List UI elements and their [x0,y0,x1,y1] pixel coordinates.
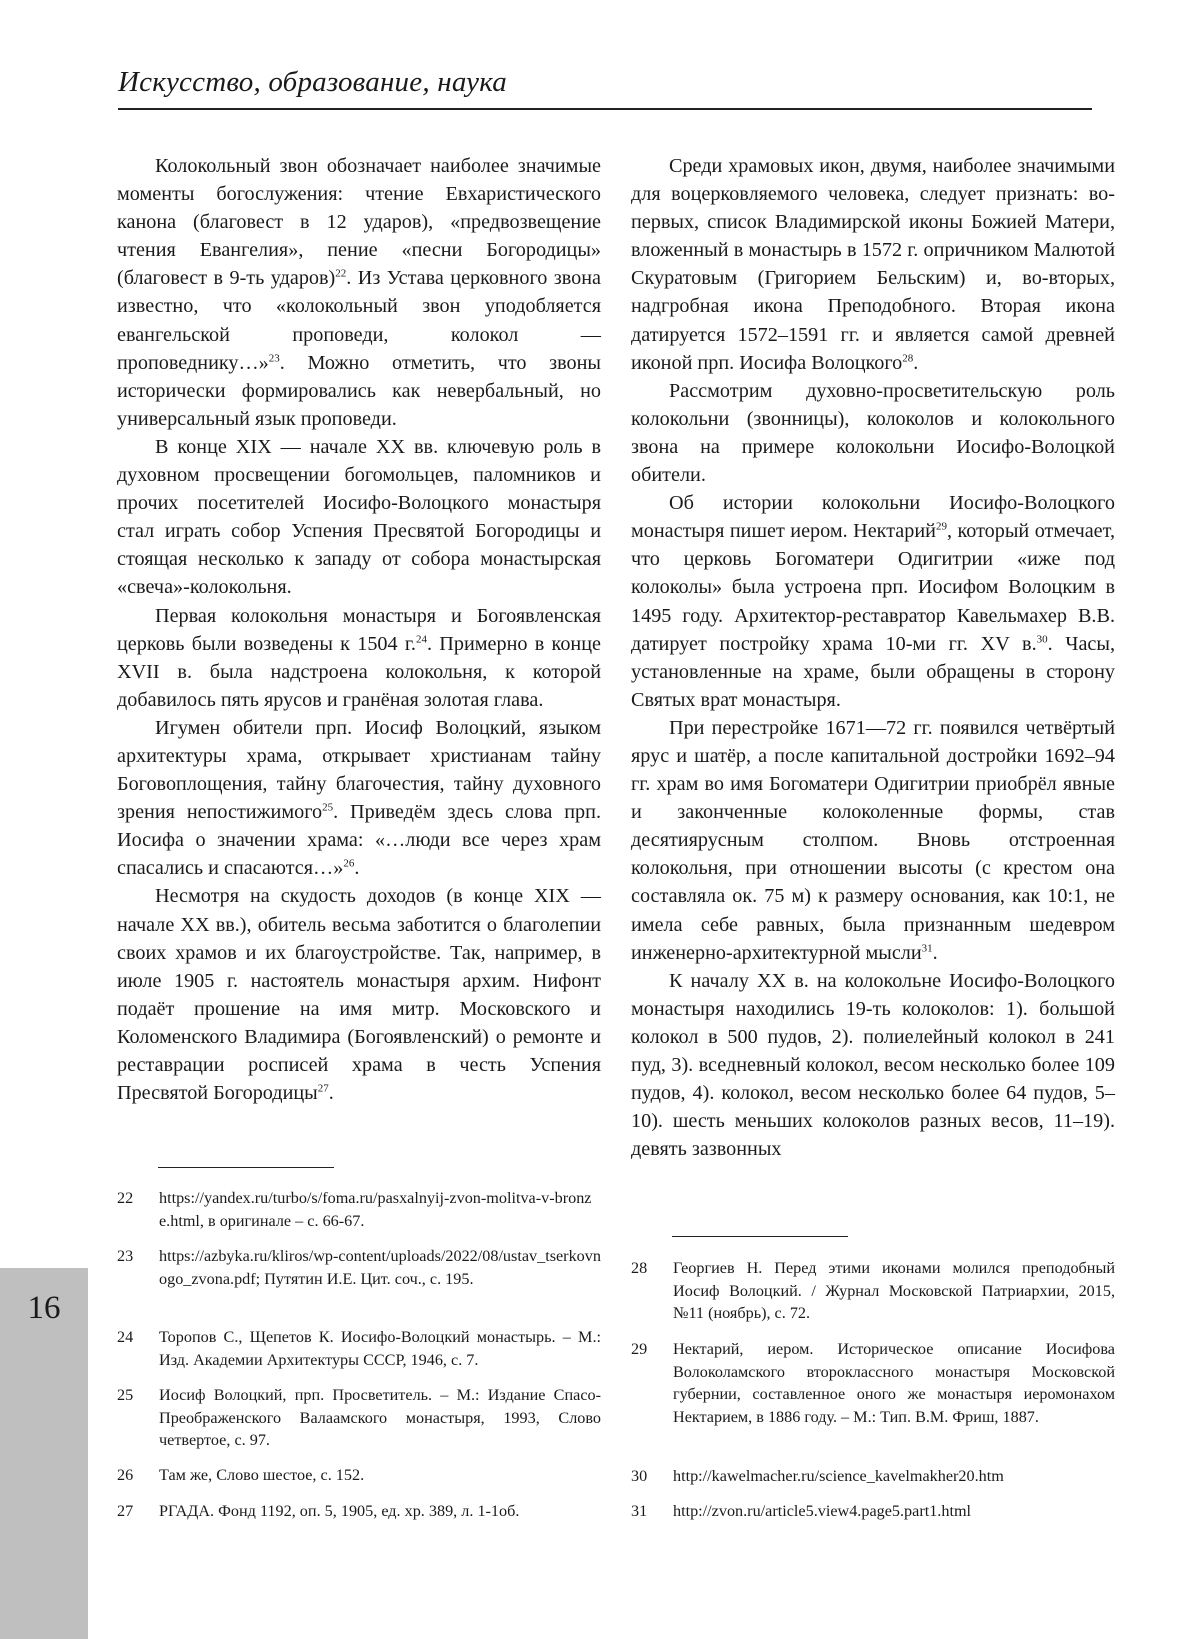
footnote-ref[interactable]: 22 [335,267,347,280]
right-column [631,152,1115,1163]
footnote-text: РГАДА. Фонд 1192, оп. 5, 1905, ед. хр. 389, л. 1-1об. [159,1502,520,1520]
footnote-link[interactable]: http://zvon.ru/article5.view4.page5.part1.html [673,1502,972,1520]
footnote-text: https://azbyka.ru/kliros/wp-content/uploads/2022/08/ustav_tserkovnogo_zvona.pdf; Путятин И.Е. Цит. соч., с. 195. [159,1247,601,1288]
footnote-separator [158,1167,334,1168]
paragraph: Среди храмовых икон, двумя, наиболее значимыми для воцерковляемого человека, следует признать: во-первых, список Владимирской иконы Божией Матери, вложенный в монастырь в 1572 г. опричником Малютой Скуратовым (Григорием Бельским) и, во-вторых, надгробная икона Преподобного. Вторая икона датируется 1572–1591 гг. и является самой древней иконой прп. Иосифа Волоцкого$^{28}$. [631,155,1115,374]
footnote-ref[interactable]: 29 [935,520,947,533]
paragraph: В конце XIX — начале XX вв. ключевую роль в духовном просвещении богомольцев, паломников и прочих посетителей Иосифо-Волоцкого монастыря стал играть собор Успения Пресвятой Богородицы и стоящая несколько к западу от собора монастырская «свеча»-колокольня. [117,435,601,599]
page-number: 16 [27,1290,61,1326]
footnote-link[interactable]: http://kawelmacher.ru/science_kavelmakher20.htm [673,1467,1004,1485]
footnote-text: Нектарий, иером. Историческое описание Иосифова Волоколамского второклассного монастыря Московской губернии, составленное оного же монастыря иеромонахом Нектарием, в 1886 году. – М.: Тип. В.М. Фриш, 1887. [673,1340,1115,1426]
footnote-number: 26 [117,1466,134,1484]
footnote-number: 28 [631,1259,648,1277]
paragraph: Рассмотрим духовно-просветительскую роль колокольни (звонницы), колоколов и колокольного звона на примере колокольни Иосифо-Волоцкой обители. [631,379,1115,487]
footnote-number: 25 [117,1386,134,1404]
footnote-ref[interactable]: 27 [317,1082,329,1095]
footnote-number: 29 [631,1340,648,1358]
footnote-text: https://yandex.ru/turbo/s/foma.ru/pasxalnyij-zvon-molitva-v-bronze.html, в оригинале – с. 66-67. [159,1189,592,1230]
footnote-number[interactable]: 30 [631,1467,648,1485]
footnote-text: Иосиф Волоцкий, прп. Просветитель. – М.: Издание Спасо-Преображенского Валаамского монастыря, 1993, Слово четвертое, с. 97. [159,1386,601,1449]
paragraph: Об истории колокольни Иосифо-Волоцкого монастыря пишет иером. Нектарий$^{29}$, который отмечает, что церковь Богоматери Одигитрии «иже под колоколы» была устроена прп. Иосифом Волоцким в 1495 году. Архитектор-реставратор Кавельмахер В.В. датирует постройку храма 10-ми гг. XV в.$^{30}$. Часы, установленные на храме, были обращены в сторону Святых врат монастыря. [631,492,1115,711]
paragraph: Колокольный звон обозначает наиболее значимые моменты богослужения: чтение Евхаристического канона (благовест в 12 ударов), «предвозвещение чтения Евангелия», пение «песни Богородицы» (благовест в 9-ть ударов)$^{22}$. Из Устава церковного звона известно, что «колокольный звон уподобляется евангельской проповеди, колокол — проповеднику…»$^{23}$. Можно отметить, что звоны исторически формировались как невербальный, но универсальный язык проповеди. [117,155,601,430]
footnote-text: Торопов С., Щепетов К. Иосифо-Волоцкий монастырь. – М.: Изд. Академии Архитектуры СССР, 1946, с. 7. [159,1328,601,1369]
paragraph: Несмотря на скудость доходов (в конце XIX — начале XX вв.), обитель весьма заботится о благолепии своих храмов и их благоустройстве. Так, например, в июле 1905 г. настоятель монастыря архим. Нифонт подаёт прошение на имя митр. Московского и Коломенского Владимира (Богоявленский) о ремонте и реставрации росписей храма в честь Успения Пресвятой Богородицы$^{27}$. [117,885,601,1105]
paragraph: Игумен обители прп. Иосиф Волоцкий, языком архитектуры храма, открывает христианам тайну Боговоплощения, тайну благочестия, тайну духовного зрения непостижимого$^{25}$. Приведём здесь слова прп. Иосифа о значении храма: «…люди все через храм спасались и спасаются…»$^{26}$. [117,716,601,880]
footnote-ref[interactable]: 31 [921,941,933,954]
paragraph: При перестройке 1671—72 гг. появился четвёртый ярус и шатёр, а после капитальной достройки 1692–94 гг. храм во имя Богоматери Одигитрии приобрёл явные и законченные колоколенные формы, став десятиярусным столпом. Вновь отстроенная колокольня, при отношении высоты (с крестом она составляла ок. 75 м) к размеру основания, как 10:1, не имела себе равных, была признанным шедевром инженерно-архитектурной мысли$^{31}$. [631,716,1115,964]
footnote-number: 22 [117,1189,134,1207]
running-header: Искусство, образование, наука [118,66,507,98]
footnote-ref[interactable]: 23 [268,351,280,364]
footnote-number: 31 [631,1502,648,1520]
footnote-ref[interactable]: 26 [343,857,355,870]
footnote-number: 27 [117,1502,134,1520]
footnote-separator [672,1236,848,1237]
left-column [117,152,601,1107]
paragraph: К началу XX в. на колокольне Иосифо-Волоцкого монастыря находились 19-ть колоколов: 1). большой колокол в 500 пудов, 2). полиелейный колокол в 241 пуд, 3). вседневный колокол, весом несколько более 109 пудов, 4). колокол, весом несколько более 64 пудов, 5–10). шесть меньших колоколов разных весов, 11–19). девять зазвонных [631,969,1115,1161]
footnote-ref[interactable]: 30 [1036,632,1048,645]
header-rule [118,108,1092,110]
footnote-number: 24 [117,1328,134,1346]
paragraph: Первая колокольня монастыря и Богоявленская церковь были возведены к 1504 г.$^{24}$. Примерно в конце XVII в. была надстроена колокольня, к которой добавилось пять ярусов и гранёная золотая глава. [117,604,601,711]
footnote-ref[interactable]: 24 [415,632,427,645]
footnote-ref[interactable]: 28 [902,351,914,364]
footnote-number: 23 [117,1247,134,1265]
footnote-ref[interactable]: 25 [322,801,334,814]
footnote-text: Георгиев Н. Перед этими иконами молился преподобный Иосиф Волоцкий. / Журнал Московской Патриархии, 2015, №11 (ноябрь), с. 72. [673,1259,1115,1322]
footnote-text: Там же, Слово шестое, с. 152. [159,1466,365,1484]
